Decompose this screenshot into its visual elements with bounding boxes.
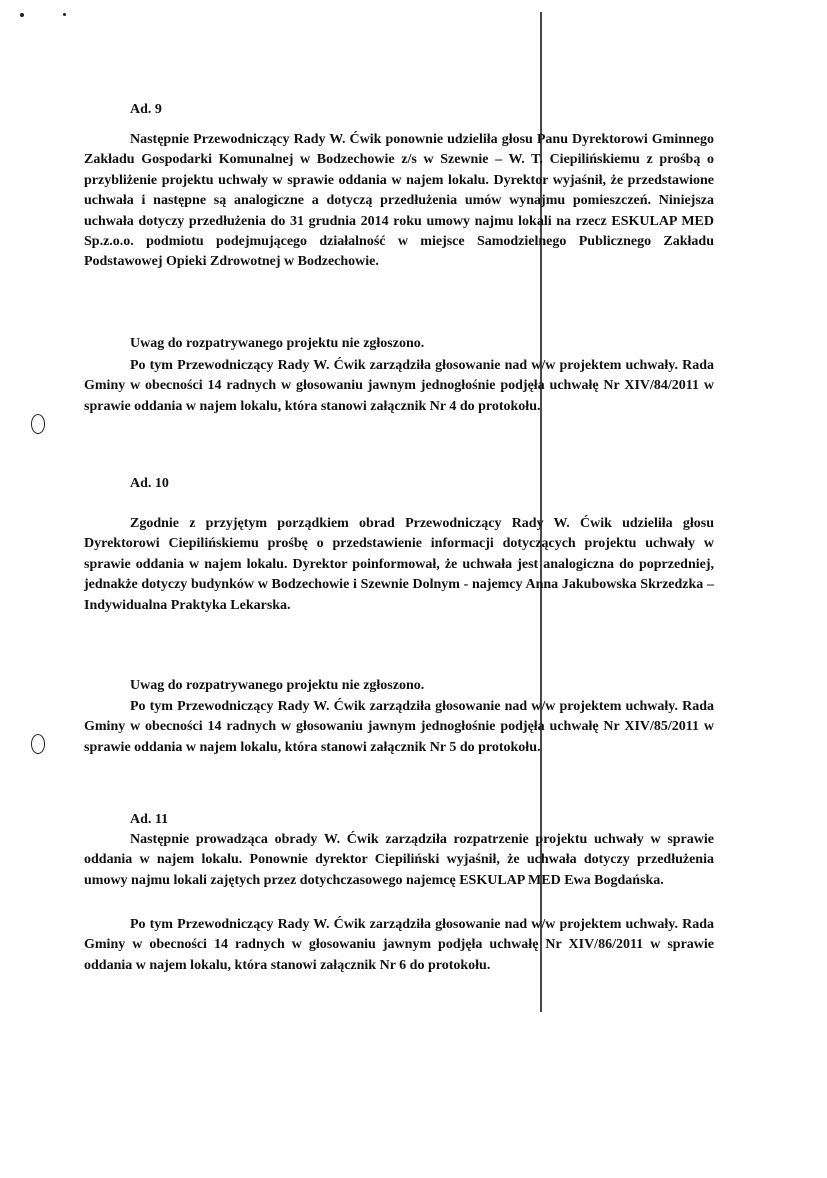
ad11-paragraph-vote: Po tym Przewodniczący Rady W. Ćwik zarządziła głosowanie nad w/w projektem uchwały. Rada Gminy w obecności 14 radnych w głosowaniu jawnym podjęła uchwałę Nr XIV/86/2011 w sprawie oddania w najem lokalu, która stanowi załącznik Nr 6 do protokołu. [84,917,714,973]
ad10-paragraph-vote: Po tym Przewodniczący Rady W. Ćwik zarządziła głosowanie nad w/w projektem uchwały. Rada Gminy w obecności 14 radnych w głosowaniu jawnym jednogłośnie podjęła uchwałę Nr XIV/85/2011 w sprawie oddania w najem lokalu, która stanowi załącznik Nr 5 do protokołu. [84,699,714,755]
section-heading-ad11: Ad. 11 [130,812,169,827]
scan-artifact-dot [63,13,66,16]
scan-artifact-dot [20,13,24,17]
punch-hole-icon [31,734,45,754]
ad10-paragraph-remarks: Uwag do rozpatrywanego projektu nie zgłoszono. [130,678,425,693]
ad11-paragraph-intro: Następnie prowadząca obrady W. Ćwik zarządziła rozpatrzenie projektu uchwały w sprawie oddania w najem lokalu. Ponownie dyrektor Ciepiliński wyjaśnił, że uchwała dotyczy przedłużenia umowy najmu lokali zajętych przez dotychczasowego najemcę ESKULAP MED Ewa Bogdańska. [84,832,714,888]
ad9-paragraph-remarks: Uwag do rozpatrywanego projektu nie zgłoszono. [130,336,425,351]
ad10-paragraph-intro: Zgodnie z przyjętym porządkiem obrad Przewodniczący Rady W. Ćwik udzieliła głosu Dyrektorowi Ciepilińskiemu prośbę o przedstawienie informacji dotyczących projektu uchwały w sprawie oddania w najem lokalu. Dyrektor poinformował, że uchwała jest analogiczna do poprzedniej, jednakże dotyczy budynków w Bodzechowie i Szewnie Dolnym - najemcy Anna Jakubowska Skrzedzka – Indywidualna Praktyka Lekarska. [84,516,714,613]
section-heading-ad9: Ad. 9 [130,102,162,117]
ad9-paragraph-vote: Po tym Przewodniczący Rady W. Ćwik zarządziła głosowanie nad w/w projektem uchwały. Rada Gminy w obecności 14 radnych w głosowaniu jawnym jednogłośnie podjęła uchwałę Nr XIV/84/2011 w sprawie oddania w najem lokalu, która stanowi załącznik Nr 4 do protokołu. [84,358,714,414]
ad9-paragraph-intro: Następnie Przewodniczący Rady W. Ćwik ponownie udzieliła głosu Panu Dyrektorowi Gminnego Zakładu Gospodarki Komunalnej w Bodzechowie z/s w Szewnie – W. T. Ciepilińskiemu z prośbą o przybliżenie projektu uchwały w sprawie oddania w najem lokalu. Dyrektor wyjaśnił, że przedstawione uchwała i następne są analogiczne a dotyczą przedłużenia umów wynajmu pomieszczeń. Niniejsza uchwała dotyczy przedłużenia do 31 grudnia 2014 roku umowy najmu lokali na rzecz ESKULAP MED Sp.z.o.o. podmiotu podejmującego działalność w miejsce Samodzielnego Publicznego Zakładu Podstawowej Opieki Zdrowotnej w Bodzechowie. [84,132,714,270]
section-heading-ad10: Ad. 10 [130,476,169,491]
punch-hole-icon [31,414,45,434]
